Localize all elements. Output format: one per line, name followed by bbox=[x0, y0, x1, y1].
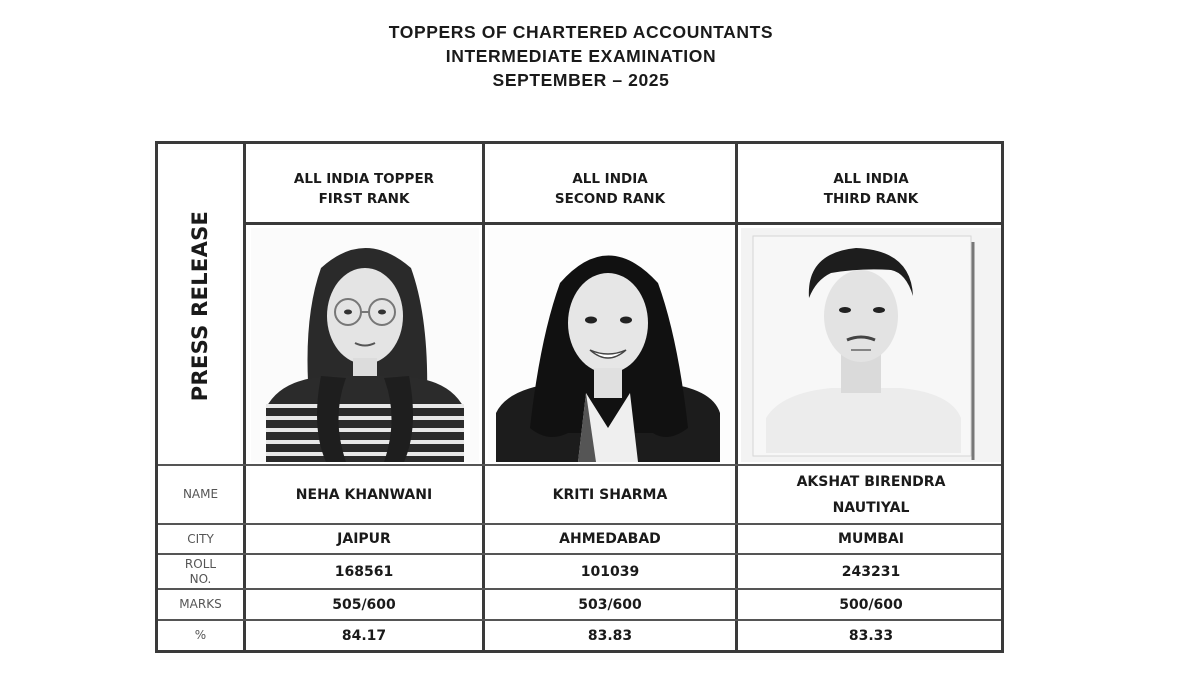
topper-roll-first: 168561 bbox=[334, 563, 394, 580]
title-line-1: TOPPERS OF CHARTERED ACCOUNTANTS bbox=[388, 22, 774, 42]
row-divider bbox=[246, 222, 1001, 225]
topper-marks-second: 503/600 bbox=[578, 596, 642, 613]
row-label-roll-no: ROLL NO. bbox=[184, 556, 217, 586]
title-line-2: INTERMEDIATE EXAMINATION bbox=[445, 46, 717, 66]
topper-marks-third: 500/600 bbox=[839, 596, 903, 613]
topper-name-first: NEHA KHANWANI bbox=[295, 486, 433, 503]
portrait-photo-icon bbox=[741, 228, 1001, 462]
press-release-label: PRESS RELEASE bbox=[188, 210, 213, 402]
topper-marks-first: 505/600 bbox=[332, 596, 396, 613]
toppers-table bbox=[155, 141, 1004, 653]
topper-percent-third: 83.33 bbox=[848, 627, 894, 644]
topper-roll-second: 101039 bbox=[580, 563, 640, 580]
row-label-city: CITY bbox=[187, 531, 214, 546]
portrait-photo-icon bbox=[488, 228, 732, 462]
row-label-marks: MARKS bbox=[179, 597, 222, 611]
document-title bbox=[0, 20, 1162, 92]
topper-photo-first bbox=[251, 228, 479, 462]
rank-header-second: ALL INDIA SECOND RANK bbox=[554, 170, 666, 207]
topper-city-third: MUMBAI bbox=[838, 531, 904, 547]
row-label-percent: % bbox=[194, 628, 207, 642]
topper-photo-third bbox=[741, 228, 1001, 462]
row-label-name: NAME bbox=[182, 487, 219, 501]
topper-city-first: JAIPUR bbox=[337, 531, 391, 547]
topper-name-second: KRITI SHARMA bbox=[552, 486, 668, 503]
rank-header-first: ALL INDIA TOPPER FIRST RANK bbox=[293, 170, 435, 207]
rank-header-third: ALL INDIA THIRD RANK bbox=[823, 170, 919, 207]
topper-name-third: AKSHAT BIRENDRA NAUTIYAL bbox=[796, 473, 946, 516]
topper-percent-first: 84.17 bbox=[341, 627, 387, 644]
topper-roll-third: 243231 bbox=[841, 563, 901, 580]
title-line-3: SEPTEMBER – 2025 bbox=[492, 70, 670, 90]
topper-photo-second bbox=[488, 228, 732, 462]
topper-city-second: AHMEDABAD bbox=[559, 531, 661, 547]
portrait-photo-icon bbox=[251, 228, 479, 462]
topper-percent-second: 83.83 bbox=[587, 627, 633, 644]
